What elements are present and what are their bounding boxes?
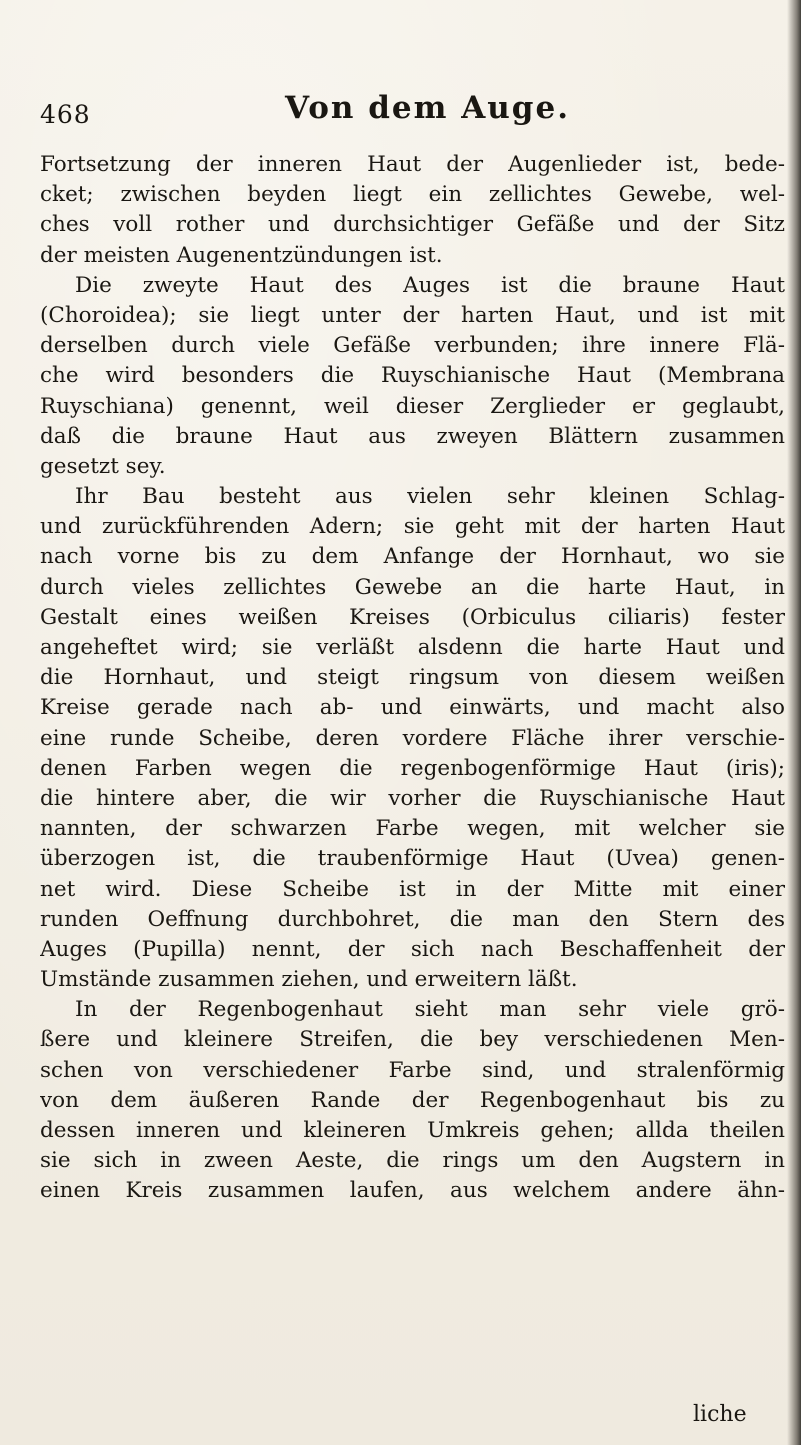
text-line: dessen inneren und kleineren Umkreis gehen; allda theilen [40, 1118, 785, 1143]
text-line: Die zweyte Haut des Auges ist die braune Haut [75, 272, 785, 298]
text-line: eine runde Scheibe, deren vordere Fläche ihrer verschie- [40, 725, 785, 751]
text-line: che wird besonders die Ruyschianische Haut (Membrana [40, 363, 785, 389]
text-line: schen von verschiedener Farbe sind, und stralenförmig [40, 1057, 785, 1083]
text-line: sie sich in zween Aeste, die rings um den Augstern in [40, 1148, 785, 1174]
text-line: ches voll rother und durchsichtiger Gefäße und der Sitz [40, 212, 785, 238]
text-line: angeheftet wird; sie verläßt alsdenn die harte Haut und [40, 635, 785, 660]
text-line: Ihr Bau besteht aus vielen sehr kleinen Schlag- [75, 484, 785, 510]
text-line: überzogen ist, die traubenförmige Haut (Uvea) genen- [40, 846, 785, 872]
text-line: derselben durch viele Gefäße verbunden; ihre innere Flä- [40, 333, 785, 359]
text-line: die Hornhaut, und steigt ringsum von diesem weißen [40, 665, 785, 691]
text-line: Kreise gerade nach ab- und einwärts, und macht also [40, 695, 785, 721]
text-line: cket; zwischen beyden liegt ein zellichtes Gewebe, wel- [40, 182, 785, 208]
text-line: durch vieles zellichtes Gewebe an die harte Haut, in [40, 574, 785, 600]
text-line: Gestalt eines weißen Kreises (Orbiculus ciliaris) fester [40, 604, 785, 630]
text-line: Fortsetzung der inneren Haut der Augenlieder ist, bede- [40, 152, 785, 177]
text-line: gesetzt sey. [40, 453, 166, 479]
text-line: daß die braune Haut aus zweyen Blättern zusammen [40, 423, 785, 449]
page-edge-shadow [787, 0, 801, 1445]
page-number: 468 [40, 100, 91, 129]
text-line: Auges (Pupilla) nennt, der sich nach Beschaffenheit der [40, 936, 785, 962]
text-line: runden Oeffnung durchbohret, die man den Stern des [40, 906, 785, 932]
text-line: ßere und kleinere Streifen, die bey verschiedenen Men- [40, 1027, 785, 1053]
text-line: net wird. Diese Scheibe ist in der Mitte mit einer [40, 876, 785, 902]
text-line: Ruyschiana) genennt, weil dieser Zerglieder er geglaubt, [40, 393, 785, 419]
text-line: und zurückführenden Adern; sie geht mit der harten Haut [40, 514, 785, 540]
body-text [40, 150, 785, 1207]
running-head: Von dem Auge. [285, 90, 570, 126]
text-line: denen Farben wegen die regenbogenförmige Haut (iris); [40, 755, 785, 781]
catchword: liche [693, 1402, 747, 1427]
text-line: nach vorne bis zu dem Anfange der Hornhaut, wo sie [40, 544, 785, 570]
text-line: einen Kreis zusammen laufen, aus welchem andere ähn- [40, 1178, 785, 1204]
text-line: nannten, der schwarzen Farbe wegen, mit welcher sie [40, 816, 785, 842]
text-line: Umstände zusammen ziehen, und erweitern läßt. [40, 967, 578, 993]
text-line: der meisten Augenentzündungen ist. [40, 242, 443, 268]
text-line: von dem äußeren Rande der Regenbogenhaut bis zu [40, 1087, 785, 1113]
text-line: die hintere aber, die wir vorher die Ruyschianische Haut [40, 785, 785, 811]
text-line: In der Regenbogenhaut sieht man sehr viele grö- [75, 997, 785, 1023]
text-line: (Choroidea); sie liegt unter der harten Haut, und ist mit [40, 302, 785, 328]
